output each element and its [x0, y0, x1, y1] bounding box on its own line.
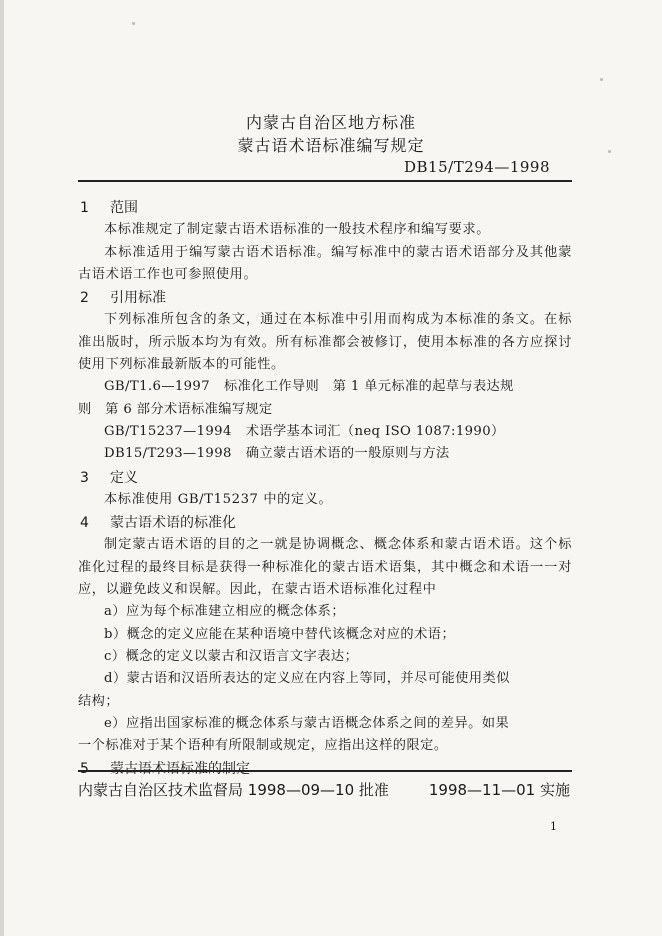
paragraph: 本标准适用于编写蒙古语术语标准。编写标准中的蒙古语术语部分及其他蒙古语术语工作也可参照使用。: [78, 244, 572, 282]
list-item-continuation: 结构；: [78, 693, 120, 709]
section-number: 1: [80, 200, 89, 216]
scan-speck: [600, 78, 603, 81]
section-title: 范围: [110, 200, 138, 216]
list-item: b）概念的定义应能在某种语境中替代该概念对应的术语；: [104, 626, 456, 642]
reference-title: 确立蒙古语术语的一般原则与方法: [245, 446, 450, 462]
reference-item: [78, 421, 572, 443]
footer-rule: [78, 770, 572, 772]
header-rule: [78, 180, 572, 182]
implementation-date: 1998—11—01 实施: [428, 781, 570, 799]
standard-number: DB15/T294—1998: [404, 158, 550, 176]
document-title-line1: 内蒙古自治区地方标准: [245, 113, 416, 132]
section-number: 2: [80, 290, 89, 307]
paragraph: 制定蒙古语术语的目的之一就是协调概念、概念体系和蒙古语术语。这个标准化过程的最终目标是获得一种标准化的蒙古语术语集，其中概念和术语一一对应，以避免歧义和误解。因此，在蒙古语术语标准化过程中: [78, 537, 572, 598]
section-heading-2: [78, 287, 572, 309]
section-number: 5: [80, 761, 89, 778]
reference-continuation: 则 第 6 部分术语标准编写规定: [78, 401, 273, 417]
reference-code: GB/T1.6—1997: [104, 379, 210, 395]
list-item-continuation: 一个标准对于某个语种有所限制或规定，应指出这样的限定。: [78, 738, 448, 754]
list-item: e）应指出国家标准的概念体系与蒙古语概念体系之间的差异。如果: [104, 715, 510, 731]
section-heading-1: [78, 197, 572, 219]
section-title: 定义: [110, 469, 138, 486]
reference-title: 术语学基本词汇（neq ISO 1087:1990）: [245, 423, 505, 439]
approval-statement: 内蒙古自治区技术监督局 1998—09—10 批准: [78, 781, 389, 799]
list-item: d）蒙古语和汉语所表达的定义应在内容上等同，并尽可能使用类似: [104, 671, 510, 687]
section-title: 蒙古语术语的标准化: [110, 515, 236, 532]
paragraph: 本标准使用 GB/T15237 中的定义。: [104, 491, 333, 507]
reference-item: [78, 376, 572, 398]
section-title: 引用标准: [110, 290, 166, 307]
document-title-line2: 蒙古语术语标准编写规定: [237, 136, 425, 155]
list-item: a）应为每个标准建立相应的概念体系；: [104, 604, 346, 620]
scan-speck: [132, 22, 135, 25]
document-body: [78, 196, 572, 781]
section-number: 4: [80, 515, 89, 532]
reference-code: GB/T15237—1994: [104, 423, 232, 439]
reference-title: 标准化工作导则 第 1 单元标准的起草与表达规: [224, 379, 514, 395]
section-title: 蒙古语术语标准的制定: [110, 761, 250, 778]
paragraph: 下列标准所包含的条文，通过在本标准中引用而构成为本标准的条文。在标准出版时，所示版本均为有效。所有标准都会被修订，使用本标准的各方应探讨使用下列标准最新版本的可能性。: [78, 312, 572, 373]
reference-item: [78, 443, 572, 465]
reference-code: DB15/T293—1998: [104, 446, 232, 462]
list-item: c）概念的定义以蒙古和汉语言文字表达；: [104, 648, 359, 664]
paragraph: 本标准规定了制定蒙古语术语标准的一般技术程序和编写要求。: [104, 222, 491, 238]
section-heading-4: [78, 512, 572, 534]
page-number: 1: [550, 820, 557, 833]
section-number: 3: [80, 469, 89, 486]
section-heading-3: [78, 467, 572, 489]
